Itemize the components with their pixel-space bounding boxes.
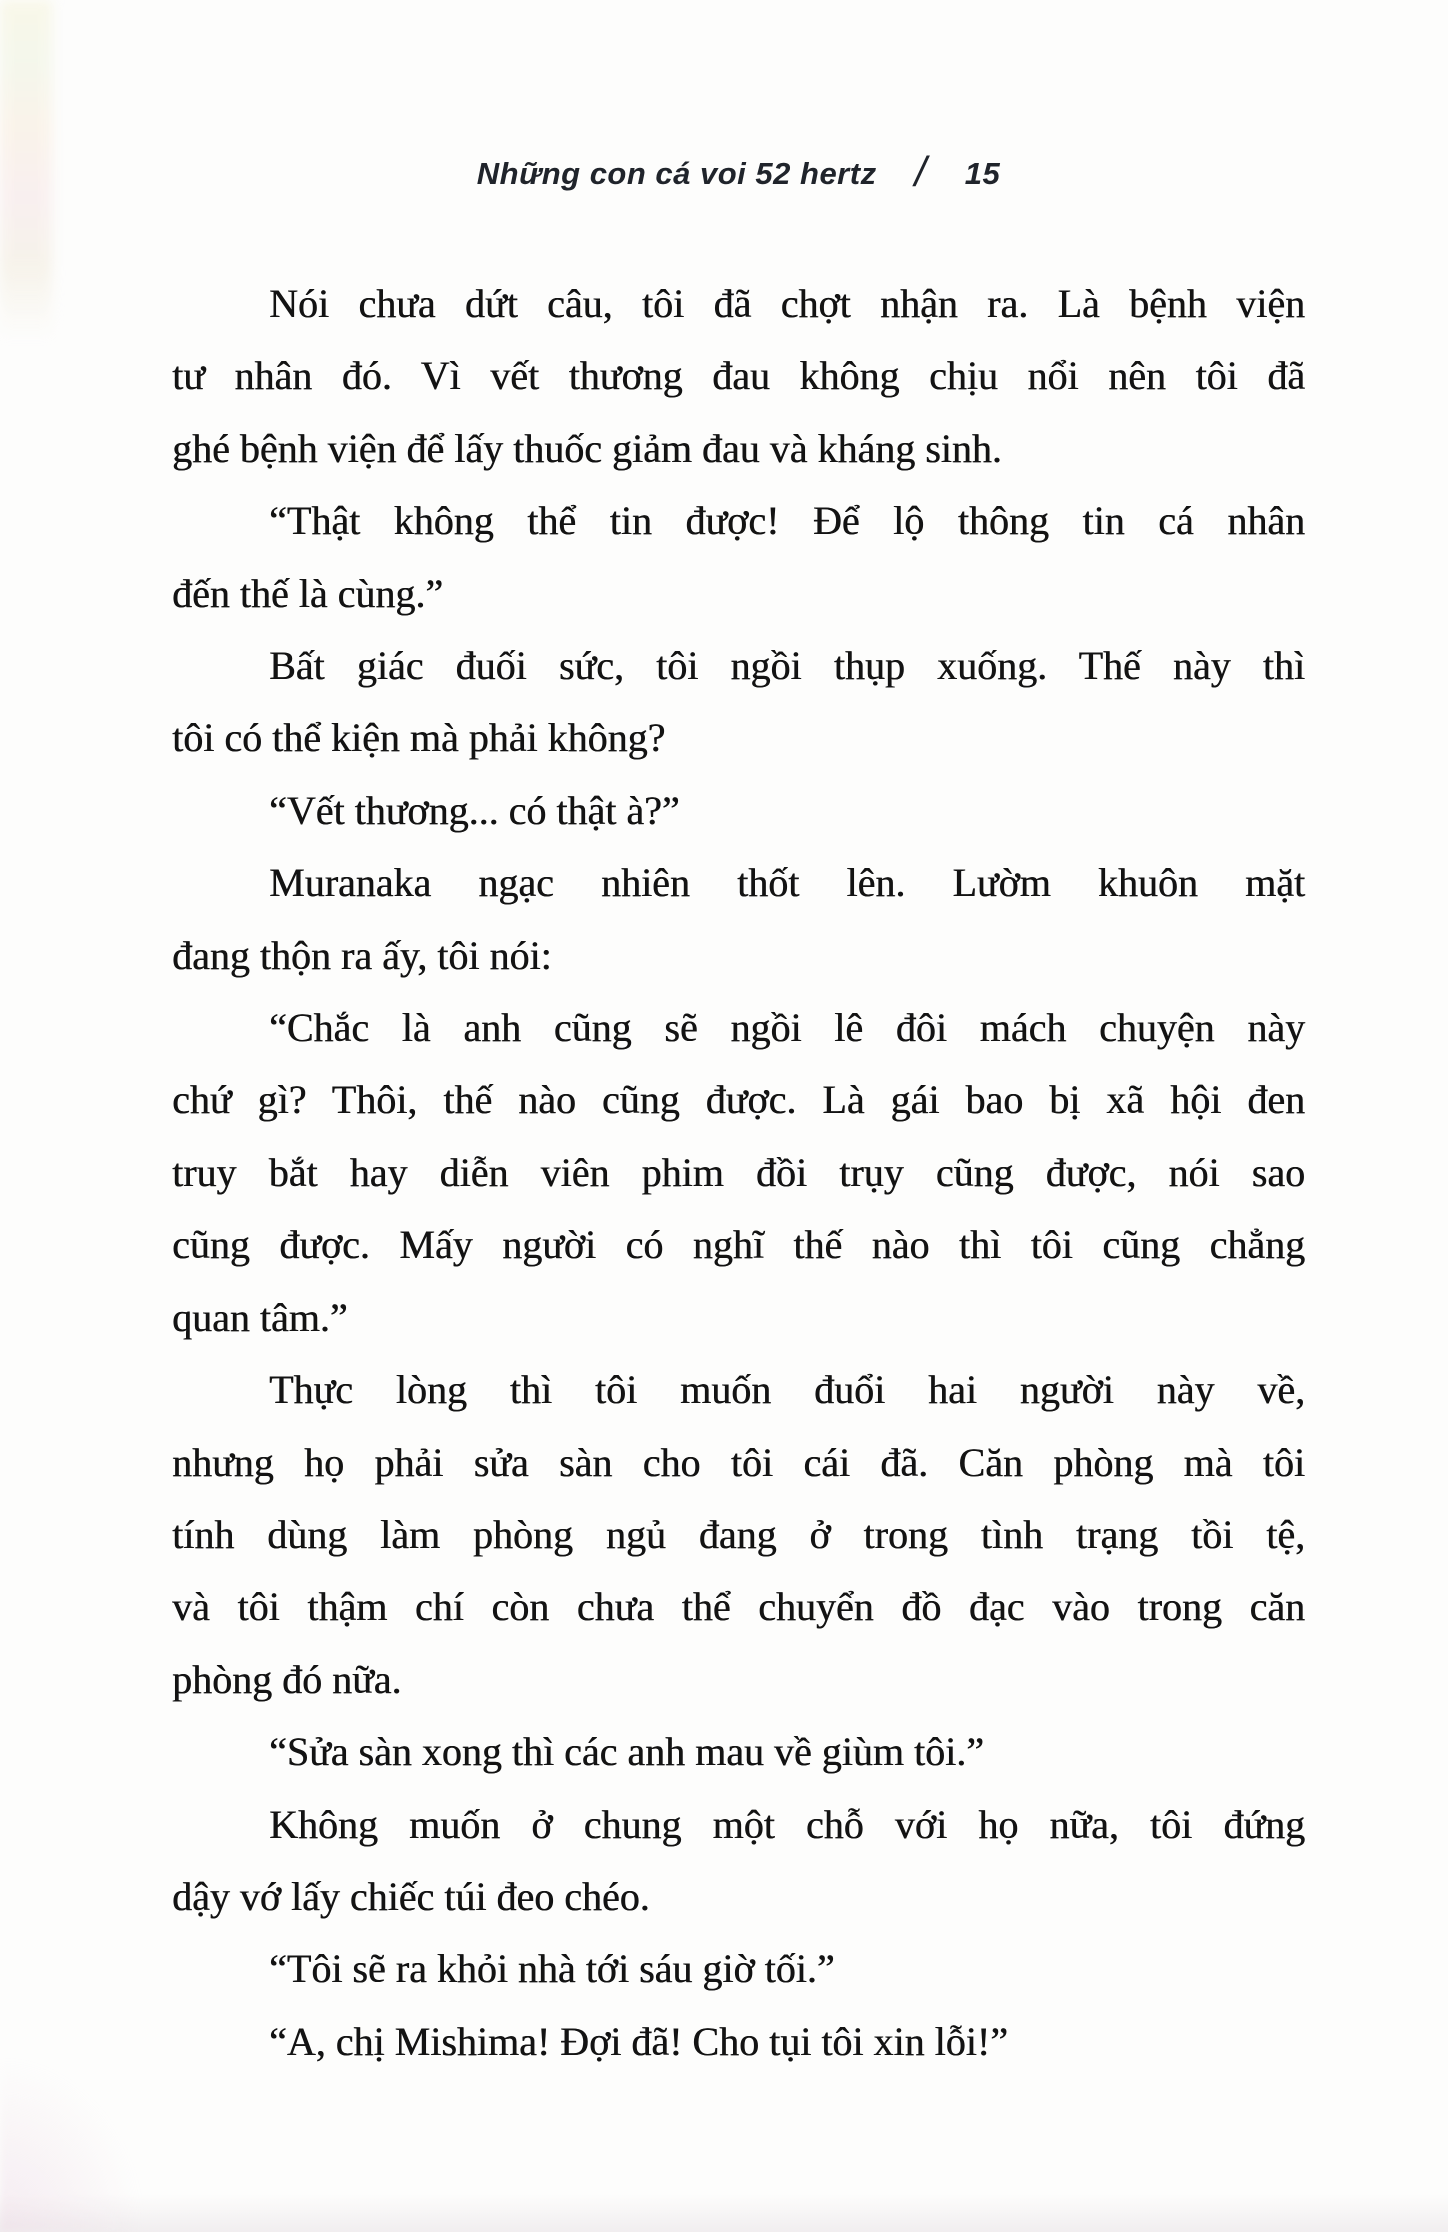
text-line: dậy vớ lấy chiếc túi đeo chéo. [172,1873,650,1919]
text-line: tính dùng làm phòng ngủ đang ở trong tình trạng tồi tệ, [172,1511,1305,1557]
running-head-separator: / [914,148,927,195]
running-head-page-number: 15 [964,156,1001,191]
paragraph [172,1354,1305,1716]
text-line: chứ gì? Thôi, thế nào cũng được. Là gái bao bị xã hội đen [172,1077,1305,1123]
scan-edge-tint-bottom [0,2194,1448,2232]
text-line: phòng đó nữa. [172,1656,402,1702]
text-line: ghé bệnh viện để lấy thuốc giảm đau và kháng sinh. [172,425,1002,471]
text-line: tư nhân đó. Vì vết thương đau không chịu nổi nên tôi đã [172,353,1305,399]
text-line: “Thật không thể tin được! Để lộ thông tin cá nhân [269,498,1305,544]
text-line: đang thộn ra ấy, tôi nói: [172,932,552,978]
text-line: Thực lòng thì tôi muốn đuổi hai người này về, [269,1367,1305,1413]
paragraph [172,1933,1305,2005]
text-line: Muranaka ngạc nhiên thốt lên. Lườm khuôn mặt [269,860,1305,906]
text-line: “Chắc là anh cũng sẽ ngồi lê đôi mách chuyện này [269,1005,1305,1051]
page-body-text [172,268,1305,2078]
text-line: đến thế là cùng.” [172,570,443,616]
paragraph [172,847,1305,992]
text-line: Nói chưa dứt câu, tôi đã chợt nhận ra. Là bệnh viện [269,281,1305,326]
text-line: Không muốn ở chung một chỗ với họ nữa, tôi đứng [269,1801,1305,1847]
text-line: Bất giác đuối sức, tôi ngồi thụp xuống. Thế này thì [269,643,1305,689]
scan-edge-tint-bottom-left [0,2062,140,2232]
paragraph [172,2006,1305,2078]
paragraph [172,485,1305,630]
text-line: “Sửa sàn xong thì các anh mau về giùm tôi.” [269,1729,984,1775]
text-line: quan tâm.” [172,1294,348,1340]
paragraph [172,268,1305,485]
running-head [172,150,1305,198]
paragraph [172,775,1305,847]
text-line: truy bắt hay diễn viên phim đồi trụy cũng được, nói sao [172,1149,1305,1195]
text-line: “A, chị Mishima! Đợi đã! Cho tụi tôi xin lỗi!” [269,2018,1008,2064]
text-line: tôi có thể kiện mà phải không? [172,715,666,761]
paragraph [172,630,1305,775]
running-head-book-title: Những con cá voi 52 hertz [476,156,877,191]
paragraph [172,1789,1305,1934]
text-line: và tôi thậm chí còn chưa thể chuyển đồ đạc vào trong căn [172,1584,1305,1630]
text-line: “Tôi sẽ ra khỏi nhà tới sáu giờ tối.” [269,1946,835,1992]
text-line: nhưng họ phải sửa sàn cho tôi cái đã. Căn phòng mà tôi [172,1439,1305,1485]
text-line: cũng được. Mấy người có nghĩ thế nào thì tôi cũng chẳng [172,1222,1305,1268]
paragraph [172,992,1305,1354]
text-line: “Vết thương... có thật à?” [269,787,680,833]
paragraph [172,1716,1305,1788]
scan-edge-tint-top-left [0,0,52,340]
